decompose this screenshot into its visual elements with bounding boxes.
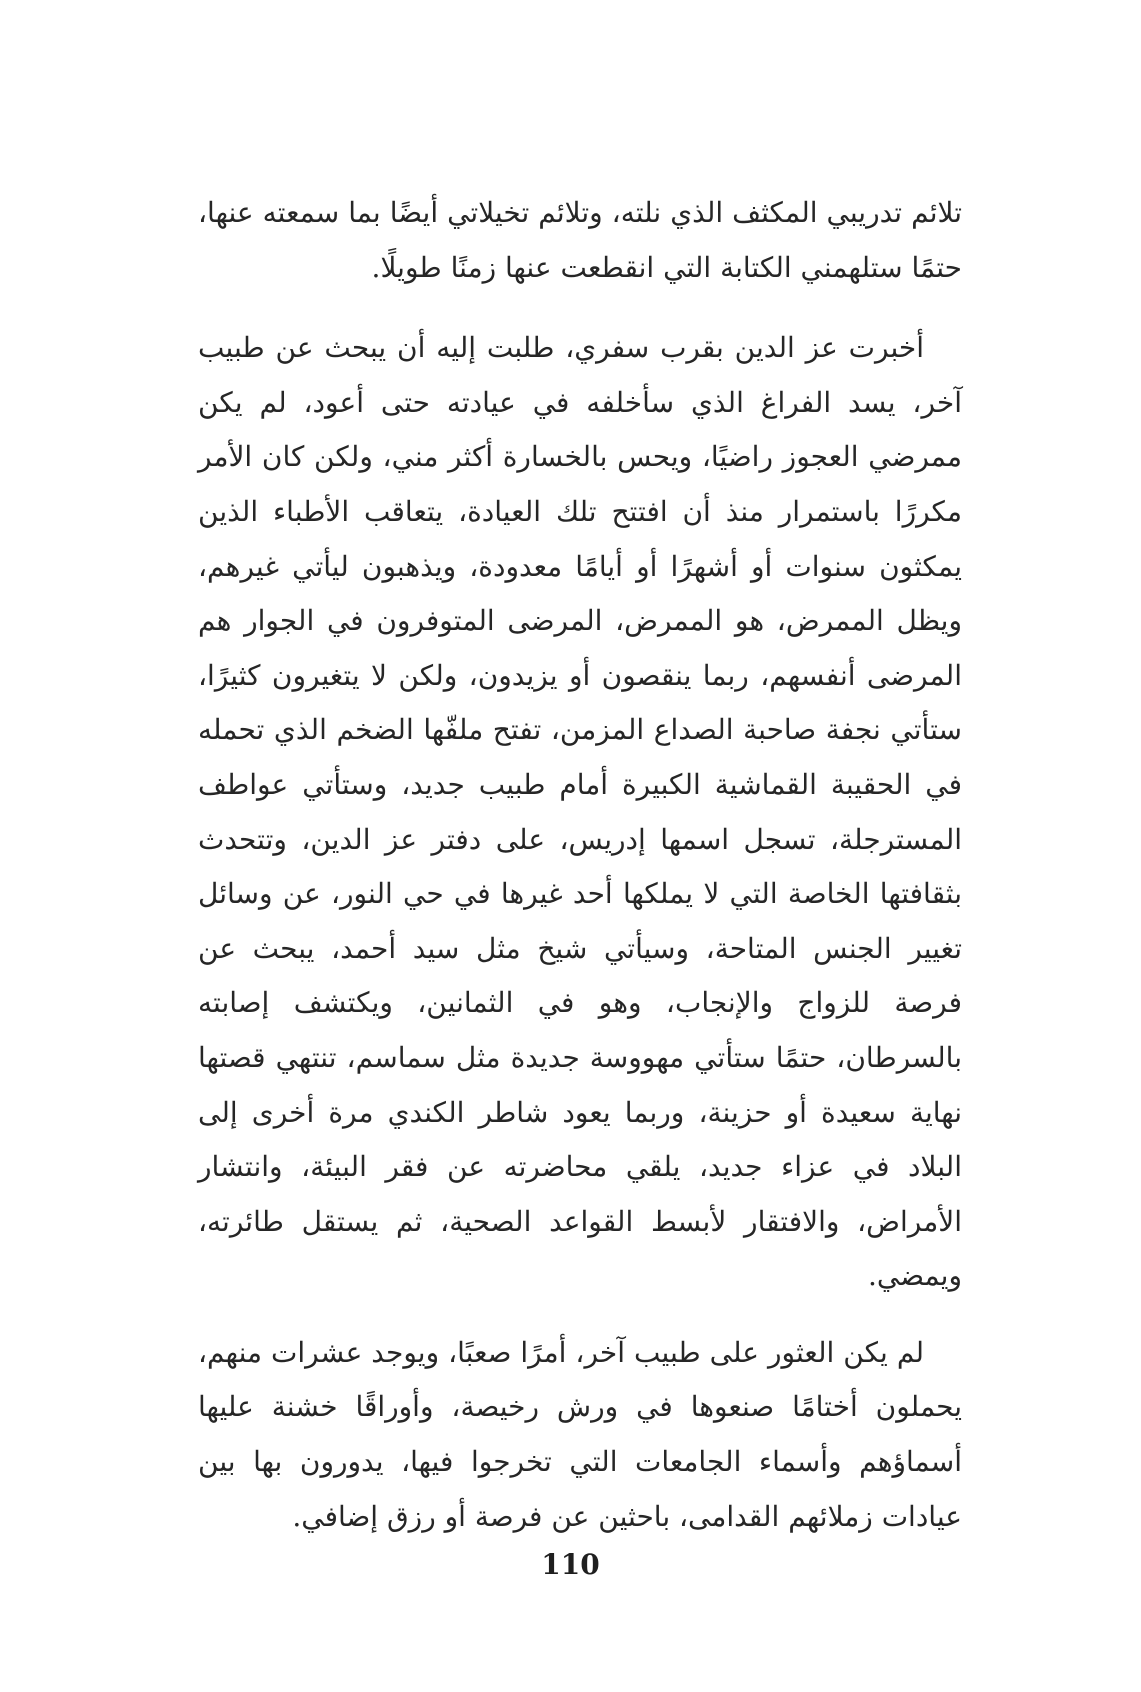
body-text bbox=[198, 186, 962, 1544]
paragraph-2: أخبرت عز الدين بقرب سفري، طلبت إليه أن يبحث عن طبيب آخر، يسد الفراغ الذي سأخلفه في عيادته حتى أعود، لم يكن ممرضي العجوز راضيًا، ويحس بالخسارة أكثر مني، ولكن كان الأمر مكررًا باستمرار منذ أن افتتح تلك العيادة، يتعاقب الأطباء الذين يمكثون سنوات أو أشهرًا أو أيامًا معدودة، ويذهبون ليأتي غيرهم، ويظل الممرض، هو الممرض، المرضى المتوفرون في الجوار هم المرضى أنفسهم، ربما ينقصون أو يزيدون، ولكن لا يتغيرون كثيرًا، ستأتي نجفة صاحبة الصداع المزمن، تفتح ملفّها الضخم الذي تحمله في الحقيبة القماشية الكبيرة أمام طبيب جديد، وستأتي عواطف المسترجلة، تسجل اسمها إدريس، على دفتر عز الدين، وتتحدث بثقافتها الخاصة التي لا يملكها أحد غيرها في حي النور، عن وسائل تغيير الجنس المتاحة، وسيأتي شيخ مثل سيد أحمد، يبحث عن فرصة للزواج والإنجاب، وهو في الثمانين، ويكتشف إصابته بالسرطان، حتمًا ستأتي مهووسة جديدة مثل سماسم، تنتهي قصتها نهاية سعيدة أو حزينة، وربما يعود شاطر الكندي مرة أخرى إلى البلاد في عزاء جديد، يلقي محاضرته عن فقر البيئة، وانتشار الأمراض، والافتقار لأبسط القواعد الصحية، ثم يستقل طائرته، ويمضي. bbox=[198, 331, 962, 1293]
paragraph-1: تلائم تدريبي المكثف الذي نلته، وتلائم تخيلاتي أيضًا بما سمعته عنها، حتمًا ستلهمني الكتابة التي انقطعت عنها زمنًا طويلًا. bbox=[198, 196, 962, 284]
paragraph-3: لم يكن العثور على طبيب آخر، أمرًا صعبًا، ويوجد عشرات منهم، يحملون أختامًا صنعوها في ورش رخيصة، وأوراقًا خشنة عليها أسماؤهم وأسماء الجامعات التي تخرجوا فيها، يدورون بها بين عيادات زملائهم القدامى، باحثين عن فرصة أو رزق إضافي. bbox=[198, 1335, 962, 1533]
page-number: 110 bbox=[541, 1548, 600, 1581]
